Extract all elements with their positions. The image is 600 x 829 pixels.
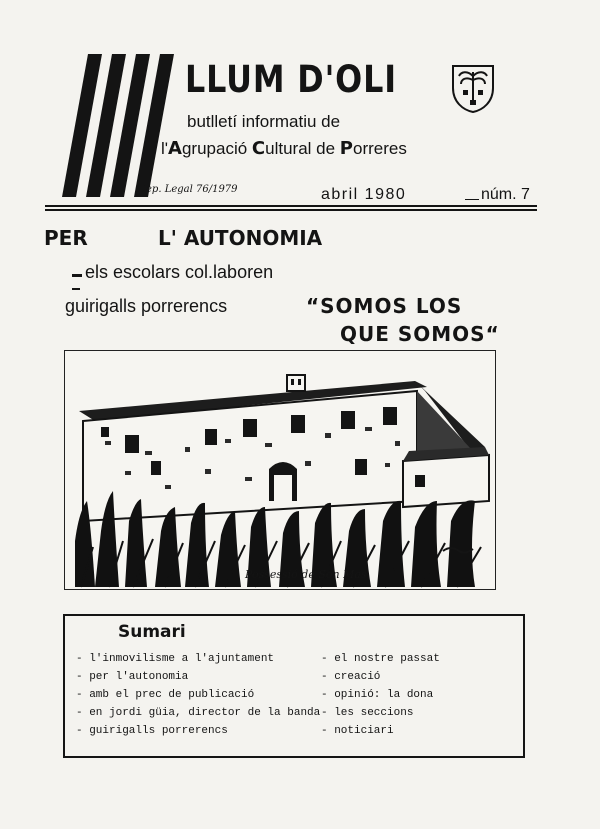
sumari-item: - opinió: la dona bbox=[321, 686, 440, 704]
issue-date: abril 1980 bbox=[321, 186, 407, 203]
subtitle-line-1: butlletí informatiu de bbox=[187, 112, 341, 131]
bullet-dash bbox=[72, 288, 80, 290]
sumari-item: - per l'autonomia bbox=[76, 668, 320, 686]
sumari-title: Sumari bbox=[118, 622, 186, 642]
sumari-right-column bbox=[321, 650, 440, 740]
headline-guirigalls: guirigalls porrerencs bbox=[65, 296, 228, 316]
sumari-item: - el nostre passat bbox=[321, 650, 440, 668]
masthead-stripes bbox=[62, 54, 177, 197]
header-rule-top bbox=[45, 205, 537, 207]
quote-line-1: “SOMOS LOS bbox=[306, 294, 463, 318]
quote-line-2: QUE SOMOS“ bbox=[340, 322, 500, 346]
sumari-item: - creació bbox=[321, 668, 440, 686]
farmhouse-drawing bbox=[65, 351, 495, 589]
legal-deposit: Dep. Legal 76/1979 bbox=[138, 184, 238, 195]
illustration-frame bbox=[64, 350, 496, 590]
issue-number: núm. 7 bbox=[481, 186, 530, 203]
illustration-caption: Possessió de Son Mas bbox=[245, 568, 367, 581]
coat-of-arms-icon bbox=[449, 62, 497, 114]
subtitle-line-2: l'Agrupació Cultural de Porreres bbox=[161, 138, 407, 159]
header-dash bbox=[465, 199, 479, 200]
sumari-item: - l'inmovilisme a l'ajuntament bbox=[76, 650, 320, 668]
header-rule-bottom bbox=[45, 209, 537, 211]
headline-escolars: els escolars col.laboren bbox=[85, 262, 274, 282]
sumari-left-column bbox=[76, 650, 320, 740]
headline-autonomia: L' AUTONOMIA bbox=[158, 226, 323, 250]
sumari-item: - en jordi güia, director de la banda bbox=[76, 704, 320, 722]
sumari-item: - amb el prec de publicació bbox=[76, 686, 320, 704]
sumari-item: - les seccions bbox=[321, 704, 440, 722]
sumari-item: - guirigalls porrerencs bbox=[76, 722, 320, 740]
bullet-dash bbox=[72, 274, 82, 277]
sumari-item: - noticiari bbox=[321, 722, 440, 740]
headline-per: PER bbox=[44, 226, 88, 250]
newsletter-title: LLUM D'OLI bbox=[185, 58, 397, 101]
